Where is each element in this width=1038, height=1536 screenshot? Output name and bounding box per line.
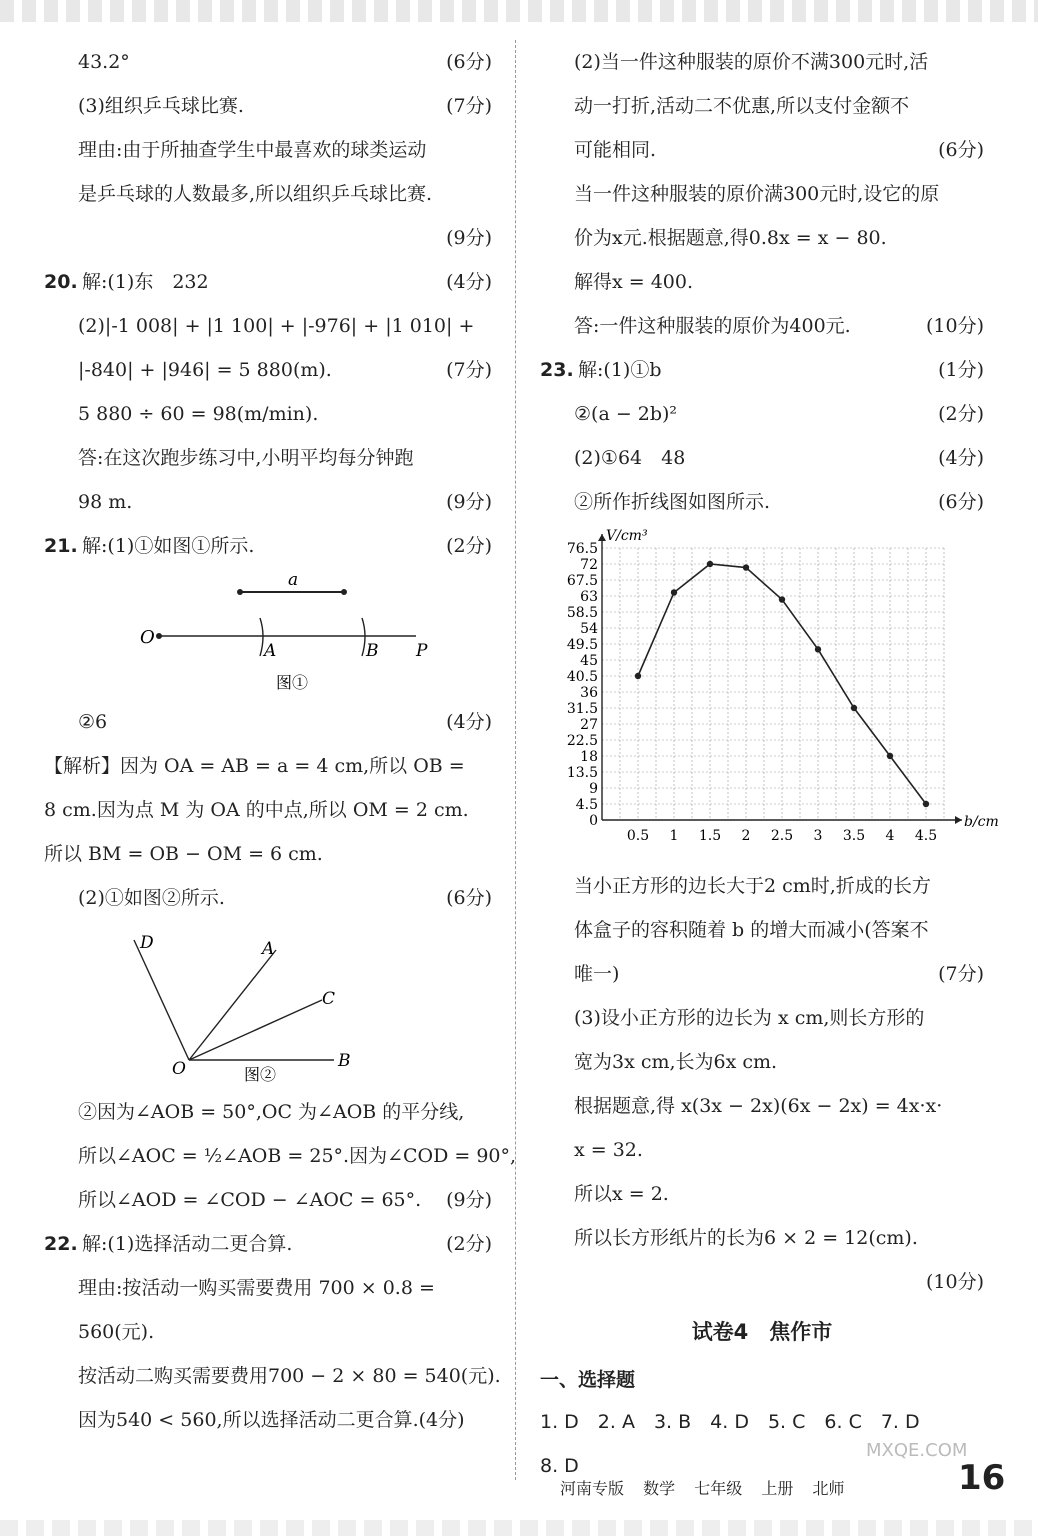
- line-text: 所以长方形纸片的长为6 × 2 = 12(cm).: [574, 1227, 918, 1249]
- score: (10分): [925, 1271, 984, 1293]
- text-line: [44, 128, 492, 172]
- label-A: A: [264, 641, 277, 661]
- text-line: [44, 832, 492, 876]
- score: (6分): [446, 887, 492, 909]
- score: (6分): [938, 139, 984, 161]
- y-tick-label: 45: [580, 653, 598, 669]
- data-point: [923, 801, 929, 807]
- y-tick-label: 9: [589, 781, 598, 797]
- label-P: P: [416, 641, 428, 661]
- text-line: [44, 436, 492, 480]
- line-text: 理由:由于所抽查学生中最喜欢的球类运动: [78, 139, 427, 161]
- y-tick-label: 54: [580, 621, 598, 637]
- line-text: 体盒子的容积随着 b 的增大而减小(答案不: [574, 919, 929, 941]
- y-tick-label: 18: [580, 749, 598, 765]
- x-axis-arrow: [955, 816, 962, 824]
- text-line: [44, 1398, 492, 1442]
- x-tick-label: 1.5: [698, 828, 722, 844]
- data-point: [635, 673, 641, 679]
- text-line: [44, 1222, 492, 1266]
- text-line: [540, 1040, 984, 1084]
- score: (9分): [446, 1189, 492, 1211]
- y-tick-label: 0: [589, 813, 598, 829]
- score: (6分): [938, 491, 984, 513]
- y-tick-label: 13.5: [566, 765, 598, 781]
- y-tick-label: 67.5: [566, 573, 598, 589]
- score: (2分): [938, 403, 984, 425]
- text-line: [44, 260, 492, 304]
- score: (7分): [446, 359, 492, 381]
- line-text: 解得x = 400.: [574, 271, 694, 293]
- text-line: [540, 348, 984, 392]
- x-tick-label: 3.5: [842, 828, 866, 844]
- answers-row-2: 8. D: [540, 1455, 579, 1477]
- label-o: O: [140, 627, 155, 648]
- line-text: ②(a − 2b)²: [574, 403, 678, 425]
- line-text: (2)当一件这种服装的原价不满300元时,活: [574, 51, 929, 73]
- score: (4分): [446, 271, 492, 293]
- figure-1: [44, 568, 492, 700]
- footer: [560, 1476, 858, 1499]
- line-text: 解:(1)①b: [578, 359, 662, 381]
- right-column: [540, 40, 999, 1488]
- text-line: [540, 304, 984, 348]
- line-text: 所以∠AOC = ½∠AOB = 25°.因为∠COD = 90°,: [78, 1145, 517, 1167]
- line-text: 唯一): [574, 963, 620, 985]
- label-B: B: [366, 641, 379, 661]
- text-line: [540, 1260, 984, 1304]
- footer-publisher: 北师: [812, 1479, 845, 1498]
- text-line: [44, 700, 492, 744]
- text-line: [540, 1084, 984, 1128]
- section-title: 试卷4 焦作市: [691, 1320, 833, 1344]
- line-text: 5 880 ÷ 60 = 98(m/min).: [78, 403, 319, 425]
- x-tick-label: 1: [669, 828, 679, 844]
- text-line: [540, 480, 984, 524]
- footer-subject: 数学: [643, 1479, 676, 1498]
- text-line: [540, 864, 984, 908]
- text-line: [540, 128, 984, 172]
- line-text: (3)组织乒乓球比赛.: [78, 95, 244, 117]
- score: (6分): [446, 51, 492, 73]
- line-text: (2)①64 48: [574, 447, 686, 469]
- text-line: [44, 348, 492, 392]
- x-tick-label: 4.5: [914, 828, 938, 844]
- text-line: [44, 84, 492, 128]
- text-line: [540, 1172, 984, 1216]
- label-O2: O: [172, 1059, 186, 1079]
- line-text: (2)|-1 008| + |1 100| + |-976| + |1 010| +: [78, 315, 475, 337]
- line-text: 理由:按活动一购买需要费用 700 × 0.8 =: [78, 1277, 435, 1299]
- text-line: [44, 1266, 492, 1310]
- text-line: [44, 480, 492, 524]
- text-line: [44, 304, 492, 348]
- line-text: 43.2°: [78, 51, 130, 73]
- y-tick-label: 63: [580, 589, 598, 605]
- column-divider: [515, 40, 516, 1480]
- data-point: [671, 589, 677, 595]
- line-text: 根据题意,得 x(3x − 2x)(6x − 2x) = 4x·x·: [574, 1095, 943, 1117]
- text-line: [540, 1216, 984, 1260]
- label-A2: A: [262, 939, 275, 959]
- line-text: (3)设小正方形的边长为 x cm,则长方形的: [574, 1007, 925, 1029]
- text-line: [44, 1134, 517, 1178]
- y-axis-arrow: [598, 534, 606, 541]
- left-block-3: [44, 1090, 517, 1450]
- y-tick-label: 40.5: [566, 669, 598, 685]
- label-D: D: [140, 933, 154, 953]
- x-axis-label: b/cm: [964, 814, 999, 830]
- footer-grade: 七年级: [694, 1479, 743, 1498]
- question-number: 23.: [540, 359, 574, 381]
- x-tick-label: 2: [741, 828, 751, 844]
- line-text: ②因为∠AOB = 50°,OC 为∠AOB 的平分线,: [78, 1101, 465, 1123]
- line-text: 解:(1)①如图①所示.: [82, 535, 255, 557]
- y-tick-label: 4.5: [575, 797, 598, 813]
- page-number: 16: [958, 1458, 1006, 1498]
- line-text: 价为x元.根据题意,得0.8x = x − 80.: [574, 227, 887, 249]
- score: (2分): [446, 1233, 492, 1255]
- watermark: MXQE.COM: [866, 1440, 968, 1461]
- text-line: [44, 524, 492, 568]
- text-line: [44, 1354, 501, 1398]
- y-tick-label: 31.5: [566, 701, 598, 717]
- text-line: [540, 436, 984, 480]
- text-line: [44, 1310, 492, 1354]
- data-point: [779, 596, 785, 602]
- line-text: 98 m.: [78, 491, 133, 513]
- score: (4分): [446, 711, 492, 733]
- line-text: 当小正方形的边长大于2 cm时,折成的长方: [574, 875, 931, 897]
- left-block-1: [44, 40, 492, 568]
- score: (9分): [446, 491, 492, 513]
- figure-2: [44, 920, 492, 1090]
- text-line: [540, 996, 984, 1040]
- data-point: [887, 753, 893, 759]
- line-text: 动一打折,活动二不优惠,所以支付金额不: [574, 95, 910, 117]
- score: (2分): [446, 535, 492, 557]
- bottom-decor-band: [0, 1520, 1038, 1536]
- text-line: [540, 260, 984, 304]
- y-tick-label: 27: [580, 717, 598, 733]
- line-text: 560(元).: [78, 1321, 155, 1343]
- y-axis-label: V/cm³: [606, 528, 648, 544]
- score: (1分): [938, 359, 984, 381]
- score: (7分): [446, 95, 492, 117]
- line-text: x = 32.: [574, 1139, 643, 1161]
- x-tick-label: 0.5: [626, 828, 650, 844]
- footer-edition: 河南专版: [560, 1479, 625, 1498]
- label-B2: B: [338, 1051, 351, 1071]
- question-number: 21.: [44, 535, 78, 557]
- text-line: [540, 172, 984, 216]
- label-C: C: [322, 989, 336, 1009]
- answers-row-1: 1. D 2. A 3. B 4. D 5. C 6. C 7. D: [540, 1411, 920, 1433]
- line-text: 宽为3x cm,长为6x cm.: [574, 1051, 778, 1073]
- data-point: [707, 561, 713, 567]
- text-line: [540, 952, 984, 996]
- right-block-1: [540, 40, 984, 524]
- text-line: [44, 744, 492, 788]
- label-a: a: [288, 570, 299, 590]
- text-line: [540, 40, 984, 84]
- text-line: [540, 392, 984, 436]
- data-point: [743, 564, 749, 570]
- y-tick-label: 36: [580, 685, 598, 701]
- line-text: 解:(1)选择活动二更合算.: [82, 1233, 293, 1255]
- text-line: [44, 1178, 492, 1222]
- right-block-2: [540, 864, 984, 1304]
- line-text: ②所作折线图如图所示.: [574, 491, 771, 513]
- top-decor-band: [0, 0, 1038, 22]
- question-number: 20.: [44, 271, 78, 293]
- section-subtitle: 一、选择题: [540, 1369, 636, 1391]
- line-text: 因为540 < 560,所以选择活动二更合算.(4分): [78, 1409, 465, 1431]
- line-text: 所以 BM = OB − OM = 6 cm.: [44, 843, 323, 865]
- text-line: [540, 908, 984, 952]
- line-text: 按活动二购买需要费用700 − 2 × 80 = 540(元).: [78, 1365, 501, 1387]
- volume-line-chart: [540, 524, 999, 864]
- line-text: 解:(1)东 232: [82, 271, 209, 293]
- line-text: 是乒乓球的人数最多,所以组织乒乓球比赛.: [78, 183, 433, 205]
- figure-2-caption: 图②: [244, 1065, 277, 1084]
- x-tick-label: 3: [813, 828, 823, 844]
- line-text: 当一件这种服装的原价满300元时,设它的原: [574, 183, 940, 205]
- question-number: 22.: [44, 1233, 78, 1255]
- text-line: [44, 172, 492, 216]
- y-tick-label: 58.5: [566, 605, 598, 621]
- line-text: ②6: [78, 711, 108, 733]
- line-text: 所以x = 2.: [574, 1183, 669, 1205]
- x-tick-label: 2.5: [770, 828, 794, 844]
- text-line: [44, 788, 492, 832]
- score: (7分): [938, 963, 984, 985]
- y-tick-label: 76.5: [566, 541, 598, 557]
- left-block-2: [44, 700, 492, 920]
- figure-1-caption: 图①: [276, 673, 309, 692]
- y-tick-label: 72: [580, 557, 598, 573]
- text-line: [44, 392, 492, 436]
- text-line: [44, 1090, 492, 1134]
- line-text: 所以∠AOD = ∠COD − ∠AOC = 65°.: [78, 1189, 422, 1211]
- footer-volume: 上册: [761, 1479, 794, 1498]
- x-tick-label: 4: [885, 828, 895, 844]
- line-text: 【解析】因为 OA = AB = a = 4 cm,所以 OB =: [44, 755, 465, 777]
- score: (9分): [446, 227, 492, 249]
- score: (4分): [938, 447, 984, 469]
- data-point: [851, 705, 857, 711]
- line-text: |-840| + |946| = 5 880(m).: [78, 359, 332, 381]
- text-line: [540, 216, 984, 260]
- line-text: 答:一件这种服装的原价为400元.: [574, 315, 851, 337]
- y-tick-label: 49.5: [566, 637, 598, 653]
- left-column: [44, 40, 517, 1450]
- line-text: (2)①如图②所示.: [78, 887, 225, 909]
- text-line: [540, 84, 984, 128]
- line-text: 答:在这次跑步练习中,小明平均每分钟跑: [78, 447, 414, 469]
- line-text: 8 cm.因为点 M 为 OA 的中点,所以 OM = 2 cm.: [44, 799, 469, 821]
- score: (10分): [925, 315, 984, 337]
- text-line: [44, 876, 492, 920]
- text-line: [540, 1128, 984, 1172]
- y-tick-label: 22.5: [566, 733, 598, 749]
- text-line: [44, 216, 492, 260]
- data-point: [815, 646, 821, 652]
- line-text: 可能相同.: [574, 139, 657, 161]
- text-line: [44, 40, 492, 84]
